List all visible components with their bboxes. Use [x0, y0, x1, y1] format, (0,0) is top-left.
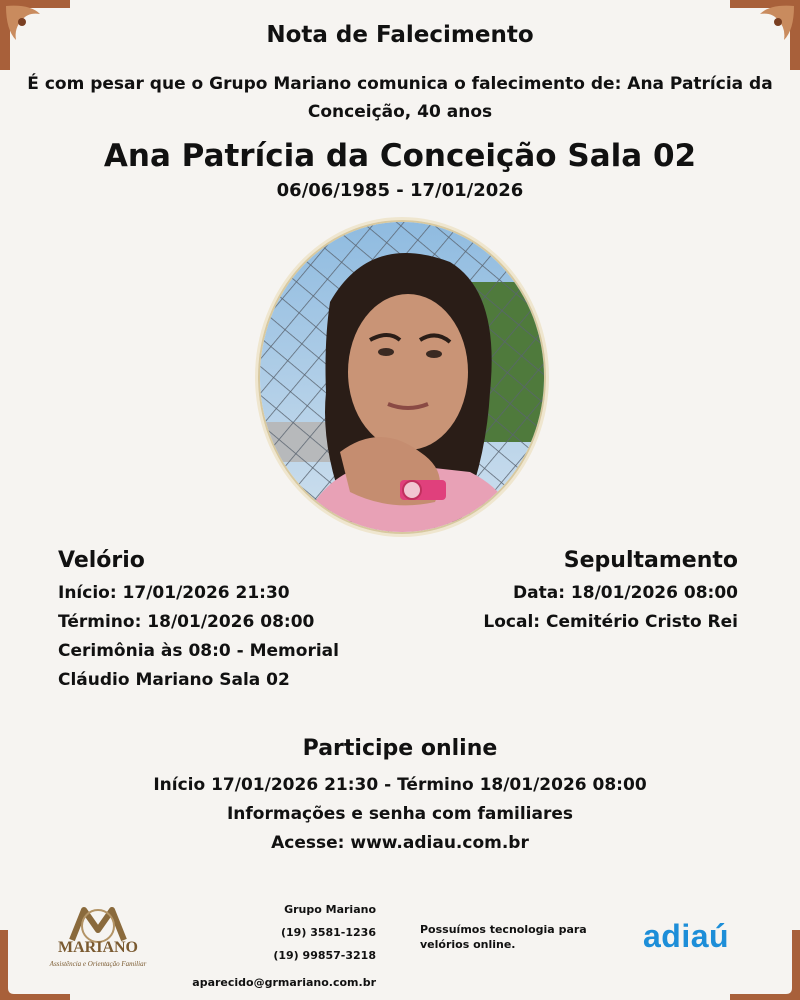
logo-tagline: Assistência e Orientação Familiar [49, 960, 147, 968]
mariano-logo [42, 904, 154, 970]
sepultamento-location: Local: Cemitério Cristo Rei [483, 612, 738, 632]
tech-note: Possuímos tecnologia para velórios online. [420, 923, 587, 951]
online-heading: Participe online [302, 736, 498, 761]
page-title: Nota de Falecimento [266, 22, 534, 48]
contact-block [180, 898, 376, 994]
portrait-photo [258, 220, 546, 534]
online-password-note: Informações e senha com familiares [226, 804, 574, 824]
online-times: Início 17/01/2026 21:30 - Término 18/01/2026 08:00 [153, 775, 647, 795]
intro-text: É com pesar que o Grupo Mariano comunica o falecimento de: Ana Patrícia da Conceição, 40 anos [27, 74, 773, 122]
frame-corner-bottom-right [730, 930, 800, 1000]
contact-phone-2[interactable]: (19) 99857-3218 [273, 949, 376, 962]
contact-company: Grupo Mariano [284, 903, 376, 916]
velorio-ceremony: Cerimônia às 08:0 - Memorial [58, 641, 339, 661]
deceased-name: Ana Patrícia da Conceição Sala 02 [103, 138, 697, 174]
velorio-section [58, 548, 378, 695]
sepultamento-heading: Sepultamento [563, 548, 738, 573]
velorio-room: Cláudio Mariano Sala 02 [58, 670, 290, 690]
velorio-end: Término: 18/01/2026 08:00 [58, 612, 315, 632]
sepultamento-date: Data: 18/01/2026 08:00 [513, 583, 738, 603]
contact-email[interactable]: aparecido@grmariano.com.br [192, 976, 376, 989]
velorio-heading: Velório [58, 548, 145, 573]
life-dates: 06/06/1985 - 17/01/2026 [276, 180, 524, 201]
contact-phone-1[interactable]: (19) 3581-1236 [281, 926, 376, 939]
online-website[interactable]: Acesse: www.adiau.com.br [271, 833, 529, 853]
sepultamento-section [418, 548, 738, 637]
velorio-start: Início: 17/01/2026 21:30 [58, 583, 290, 603]
logo-text: MARIANO [58, 939, 138, 956]
adiau-logo: adiaú [643, 918, 730, 954]
